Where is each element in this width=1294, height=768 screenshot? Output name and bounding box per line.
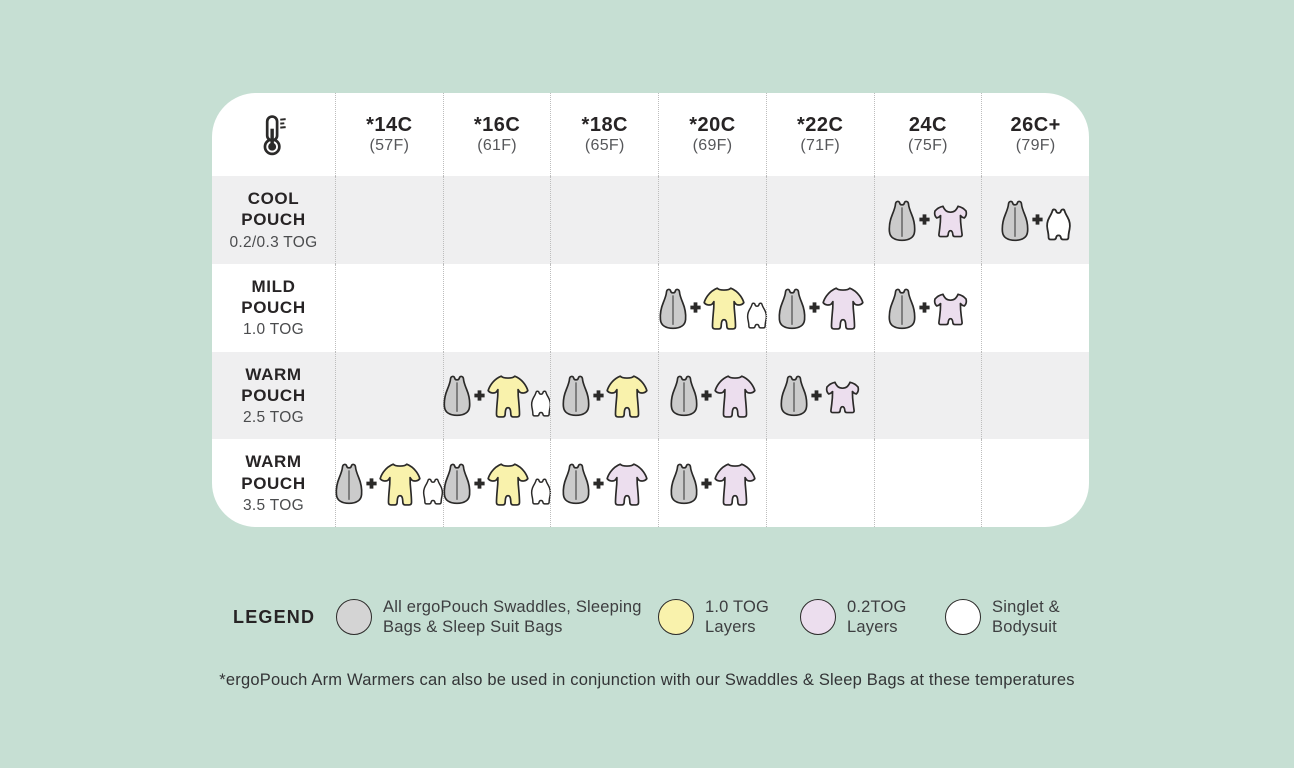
tog-temperature-table <box>212 93 1089 527</box>
swaddle-bag-icon <box>334 459 364 507</box>
table-cell <box>981 352 1089 440</box>
row-tog: 2.5 TOG <box>243 409 304 427</box>
table-cell <box>658 176 766 264</box>
table-cell <box>766 439 874 527</box>
plus-icon <box>366 478 377 489</box>
table-cell <box>443 439 551 527</box>
col-header-18c <box>550 93 658 176</box>
col-fahrenheit: (71F) <box>800 137 841 154</box>
swaddle-bag-icon <box>561 371 591 419</box>
row-label-warm-pouch-35 <box>212 439 335 527</box>
col-temp: *18C <box>581 114 629 136</box>
table-cell <box>335 352 443 440</box>
legend-item-swaddles <box>336 597 645 637</box>
singlet-icon <box>530 478 552 506</box>
table-cell <box>981 264 1089 352</box>
col-fahrenheit: (75F) <box>908 137 948 154</box>
plus-icon <box>593 390 604 401</box>
tog02-suit-icon <box>714 461 756 506</box>
col-temp: *20C <box>689 114 736 136</box>
row-label-cool-pouch <box>212 176 335 264</box>
swaddle-bag-icon <box>442 371 472 419</box>
swaddle-bag-icon <box>658 284 688 332</box>
row-name: WARM POUCH <box>241 452 306 493</box>
plus-icon <box>809 302 820 313</box>
singlet-icon <box>422 478 444 506</box>
singlet-swatch-circle <box>945 599 981 635</box>
col-fahrenheit: (79F) <box>1015 137 1056 154</box>
col-temp: *14C <box>366 114 413 136</box>
table-cell <box>981 176 1089 264</box>
col-header-24c <box>874 93 982 176</box>
plus-icon <box>474 390 485 401</box>
col-header-20c <box>658 93 766 176</box>
plus-icon <box>1032 214 1043 225</box>
swaddle-bag-icon <box>887 196 917 244</box>
tog10-suit-icon <box>379 461 421 506</box>
table-grid <box>212 93 1089 527</box>
row-name: WARM POUCH <box>241 364 306 405</box>
singlet-icon <box>1045 208 1072 242</box>
plus-icon <box>811 390 822 401</box>
legend-item-tog02 <box>800 597 957 637</box>
table-cell <box>874 352 982 440</box>
legend-item-label: Singlet & Bodysuit <box>992 597 1060 636</box>
table-cell <box>658 439 766 527</box>
tog02-romper-icon <box>932 204 969 238</box>
col-header-26c <box>981 93 1089 176</box>
row-tog: 3.5 TOG <box>243 496 304 514</box>
col-fahrenheit: (61F) <box>477 137 517 154</box>
col-fahrenheit: (69F) <box>692 137 733 154</box>
table-cell <box>874 264 982 352</box>
table-cell <box>658 352 766 440</box>
table-cell <box>443 352 551 440</box>
row-tog: 1.0 TOG <box>243 321 304 339</box>
tog02-romper-icon <box>932 292 969 326</box>
col-temp: 24C <box>908 114 948 136</box>
table-cell <box>981 439 1089 527</box>
row-name: MILD POUCH <box>241 276 306 318</box>
legend-title: LEGEND <box>233 607 316 627</box>
col-header-14c <box>335 93 443 176</box>
tog10-suit-icon <box>606 373 648 418</box>
tog02-suit-icon <box>714 373 756 418</box>
swaddle-bag-icon <box>777 284 807 332</box>
legend-item-label: 1.0 TOG Layers <box>705 597 770 636</box>
plus-icon <box>919 214 930 225</box>
table-cell <box>443 176 551 264</box>
table-cell <box>550 264 658 352</box>
plus-icon <box>919 302 930 313</box>
table-cell <box>766 352 874 440</box>
row-label-warm-pouch-25 <box>212 352 335 440</box>
col-header-22c <box>766 93 874 176</box>
col-fahrenheit: (65F) <box>584 137 625 154</box>
table-cell <box>658 264 766 352</box>
singlet-icon <box>530 390 552 418</box>
swaddle-bag-icon <box>442 459 472 507</box>
tog10-swatch-circle <box>658 599 694 635</box>
swaddle-bag-icon <box>669 371 699 419</box>
arm-warmers-footnote: *ergoPouch Arm Warmers can also be used in conjunction with our Swaddles & Sleep Bags at these temperatures <box>219 671 1075 689</box>
thermometer-icon <box>260 113 287 157</box>
swaddle-swatch-circle <box>336 599 372 635</box>
table-cell <box>443 264 551 352</box>
plus-icon <box>593 478 604 489</box>
plus-icon <box>701 390 712 401</box>
legend-item-tog10 <box>658 597 815 637</box>
legend-item-label: 0.2TOG Layers <box>847 597 907 636</box>
table-cell <box>550 352 658 440</box>
table-cell <box>766 264 874 352</box>
col-fahrenheit: (57F) <box>369 137 410 154</box>
tog02-romper-icon <box>824 380 861 414</box>
row-label-mild-pouch <box>212 264 335 352</box>
table-cell <box>550 439 658 527</box>
tog02-suit-icon <box>822 285 864 330</box>
plus-icon <box>701 478 712 489</box>
tog10-suit-icon <box>487 373 529 418</box>
row-tog: 0.2/0.3 TOG <box>229 233 318 251</box>
table-cell <box>335 439 443 527</box>
table-cell <box>335 264 443 352</box>
table-cell <box>766 176 874 264</box>
col-temp: *16C <box>473 114 521 136</box>
tog02-suit-icon <box>606 461 648 506</box>
table-cell <box>874 176 982 264</box>
row-name: COOL POUCH <box>241 189 306 230</box>
table-cell <box>550 176 658 264</box>
swaddle-bag-icon <box>887 284 917 332</box>
plus-icon <box>474 478 485 489</box>
swaddle-bag-icon <box>561 459 591 507</box>
singlet-icon <box>746 302 768 330</box>
table-cell <box>874 439 982 527</box>
col-temp: *22C <box>796 114 844 136</box>
tog02-swatch-circle <box>800 599 836 635</box>
tog10-suit-icon <box>487 461 529 506</box>
swaddle-bag-icon <box>1000 196 1030 244</box>
thermometer-header-cell <box>212 93 335 176</box>
table-cell <box>335 176 443 264</box>
plus-icon <box>690 302 701 313</box>
tog10-suit-icon <box>703 285 745 330</box>
swaddle-bag-icon <box>669 459 699 507</box>
col-header-16c <box>443 93 551 176</box>
legend-item-singlet <box>945 597 1112 637</box>
legend-item-label: All ergoPouch Swaddles, Sleeping Bags & Sleep Suit Bags <box>383 597 642 636</box>
col-temp: 26C+ <box>1010 114 1061 136</box>
swaddle-bag-icon <box>779 371 809 419</box>
